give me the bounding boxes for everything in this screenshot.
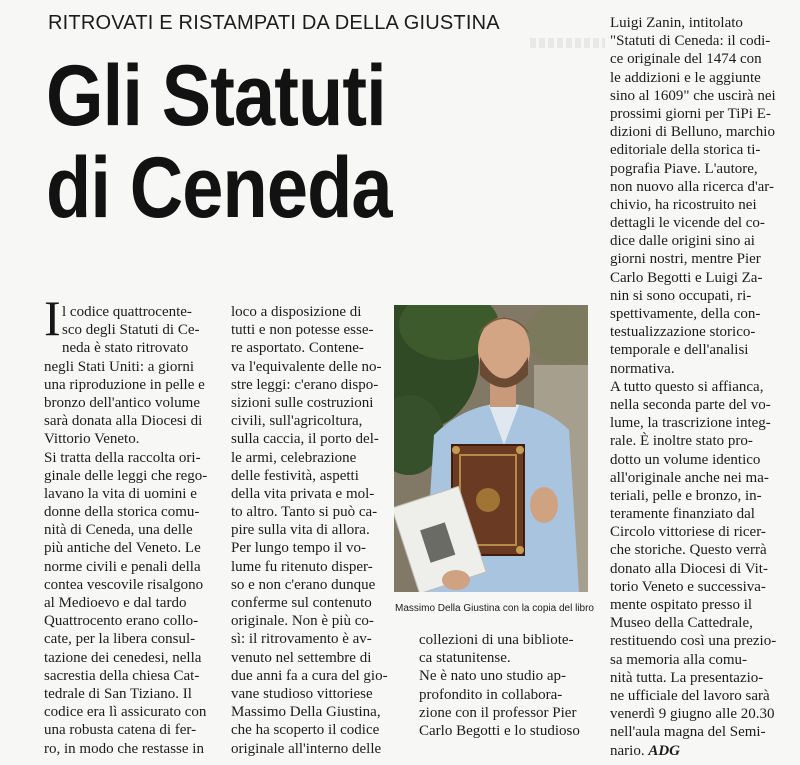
photo-caption: Massimo Della Giustina con la copia del libro — [395, 603, 594, 614]
text-line: tedrale di San Tiziano. Il — [44, 685, 192, 702]
text-line: all'originale anche nei ma- — [610, 469, 769, 486]
headline — [46, 50, 528, 234]
drop-cap: I — [44, 290, 61, 346]
text-line: Museo della Cattedrale, — [610, 615, 753, 632]
text-line: restituendo così una prezio- — [610, 633, 777, 650]
text-line: prossimi giorni per TiPi E- — [610, 105, 771, 122]
text-line: delle festività, aspetti — [231, 467, 359, 484]
article-column-4 — [610, 14, 780, 760]
text-line: al Medioevo e dal tardo — [44, 595, 187, 611]
text-line: sco degli Statuti di Ce- — [62, 322, 200, 339]
text-line: neda è stato ritrovato — [62, 340, 189, 357]
text-line: pire sulla vita di allora. — [231, 522, 370, 539]
text-line: contea vescovile risalgono — [44, 576, 204, 593]
text-line: Ne è nato uno studio ap- — [419, 668, 567, 685]
text-line: rale. È inoltre stato pro- — [610, 433, 753, 450]
text-line: nario. ADG — [610, 742, 680, 759]
text-line: norme civili e penali della — [44, 558, 201, 575]
text-line: Si tratta della raccolta ori- — [44, 449, 201, 466]
text-line: sì: il ritrovamento è av- — [231, 631, 372, 648]
text-line: dizioni di Belluno, marchio — [610, 124, 775, 141]
text-line: vane studioso vittoriese — [231, 685, 373, 702]
text-line: so e non c'erano dunque — [231, 576, 376, 593]
article-column-3 — [419, 631, 587, 740]
text-line: sulla caccia, il porto del- — [231, 431, 379, 448]
photo-illustration — [394, 305, 588, 592]
text-line: le addizioni e le aggiunte — [610, 69, 761, 86]
text-line: sa memoria alla comu- — [610, 651, 748, 668]
kicker: RITROVATI E RISTAMPATI DA DELLA GIUSTINA — [48, 12, 500, 34]
text-line: della vita privata e mol- — [231, 485, 375, 502]
text-line: originale. Non è più co- — [231, 613, 374, 630]
text-line: teriali, pelle e bronzo, in- — [610, 487, 762, 504]
text-line: venuto nel settembre di — [231, 649, 372, 666]
text-line: l codice quattrocente- — [62, 304, 192, 320]
text-line: non nuovo alla ricerca d'ar- — [610, 178, 774, 195]
text-line: dice dalle origini sino ai — [610, 233, 755, 250]
text-line: una riproduzione in pelle e — [44, 376, 205, 393]
text-line: ca statunitense. — [419, 650, 511, 667]
text-line: teramente finanziato dal — [610, 506, 755, 523]
text-line: due anni fa a cura del gio- — [231, 667, 388, 684]
text-line: Quattrocento erano collo- — [44, 613, 199, 630]
text-line: Luigi Zanin, intitolato — [610, 15, 743, 31]
text-line: giorni nostri, mentre Pier — [610, 251, 761, 268]
text-line: lavano la vita di uomini e — [44, 485, 197, 502]
text-line: Massimo Della Giustina, — [231, 704, 381, 721]
text-line: ginale delle leggi che rego- — [44, 467, 208, 484]
text-line: to altro. Tanto si può ca- — [231, 504, 378, 521]
text-line: nell'aula magna del Semi- — [610, 724, 766, 741]
text-line: tazione dei cenedesi, nella — [44, 649, 202, 666]
text-line: profondito in collabora- — [419, 686, 563, 703]
text-line: lume, la trascrizione integ- — [610, 415, 771, 432]
text-line: collezioni di una bibliote- — [419, 632, 574, 648]
text-line: nin si sono occupati, ri- — [610, 287, 752, 304]
text-line: donato alla Diocesi di Vit- — [610, 560, 768, 577]
text-line: Vittorio Veneto. — [44, 431, 140, 448]
text-line: bronzo dell'antico volume — [44, 394, 200, 411]
text-line: Carlo Begotti e lo studioso — [419, 722, 580, 739]
text-line: torio Veneto e successiva- — [610, 578, 766, 595]
photo-author-with-book — [394, 305, 588, 592]
text-line: lume fu ritenuto disper- — [231, 558, 373, 575]
author-signature: ADG — [648, 742, 680, 759]
text-line: donne della storica comu- — [44, 504, 200, 521]
text-line: mente ospitato presso il — [610, 597, 753, 613]
text-line: "Statuti di Ceneda: il codi- — [610, 33, 771, 50]
text-line: loco a disposizione di — [231, 304, 362, 320]
headline-line-1: Gli Statuti — [46, 48, 386, 144]
text-line: dotto un volume identico — [610, 451, 761, 468]
text-line: le armi, celebrazione — [231, 449, 357, 466]
text-line: che storiche. Questo verrà — [610, 542, 767, 559]
text-line: stre leggi: c'erano dispo- — [231, 376, 379, 393]
text-line: ro, in modo che restasse in — [44, 740, 204, 757]
text-line: originale all'interno delle — [231, 740, 382, 757]
headline-line-2: di Ceneda — [46, 140, 392, 236]
text-line: ce originale del 1474 con — [610, 51, 762, 68]
text-line: cate, per la libera consul- — [44, 631, 196, 648]
text-line: editoriale della storica ti- — [610, 142, 761, 159]
text-line: nità tutta. La presentazio- — [610, 669, 764, 686]
text-line: nella seconda parte del vo- — [610, 396, 771, 413]
text-line: normativa. — [610, 360, 675, 377]
text-line: più antiche del Veneto. Le — [44, 540, 201, 557]
text-line: va l'equivalente delle no- — [231, 358, 382, 375]
text-line: Circolo vittoriese di ricer- — [610, 524, 766, 541]
text-line: dettagli le vicende del co- — [610, 215, 765, 232]
text-line: sizioni sulle costruzioni — [231, 394, 374, 411]
text-line: zione con il professor Pier — [419, 704, 577, 721]
text-line: testualizzazione storico- — [610, 324, 756, 341]
text-line: una robusta catena di fer- — [44, 722, 197, 739]
text-line: sacrestia della chiesa Cat- — [44, 667, 200, 684]
text-line: temporale e dell'analisi — [610, 342, 749, 359]
text-line: re asportato. Contene- — [231, 340, 364, 357]
text-line: ne ufficiale del lavoro sarà — [610, 687, 770, 704]
text-line: nità di Ceneda, una delle — [44, 522, 193, 539]
article-column-2 — [231, 303, 396, 758]
text-line: conferme sul contenuto — [231, 595, 372, 611]
print-bleed-through — [530, 38, 605, 48]
text-line: che ha scoperto il codice — [231, 722, 380, 739]
text-line: chivio, ha ricostruito nei — [610, 196, 757, 213]
text-line: sino al 1609" che uscirà nei — [610, 87, 776, 104]
text-line: spettivamente, della con- — [610, 306, 761, 322]
article-column-1 — [44, 303, 212, 758]
text-line: sarà donata alla Diocesi di — [44, 413, 203, 430]
text-line: Per lungo tempo il vo- — [231, 540, 366, 557]
text-line: A tutto questo si affianca, — [610, 378, 764, 395]
text-line: negli Stati Uniti: a giorni — [44, 358, 194, 375]
text-line: Carlo Begotti e Luigi Za- — [610, 269, 763, 286]
text-line: venerdì 9 giugno alle 20.30 — [610, 706, 775, 723]
text-line: tutti e non potesse esse- — [231, 322, 374, 339]
text-line: civili, sull'agricoltura, — [231, 413, 363, 430]
text-line: pografia Piave. L'autore, — [610, 160, 758, 177]
text-line: codice era lì assicurato con — [44, 704, 207, 721]
